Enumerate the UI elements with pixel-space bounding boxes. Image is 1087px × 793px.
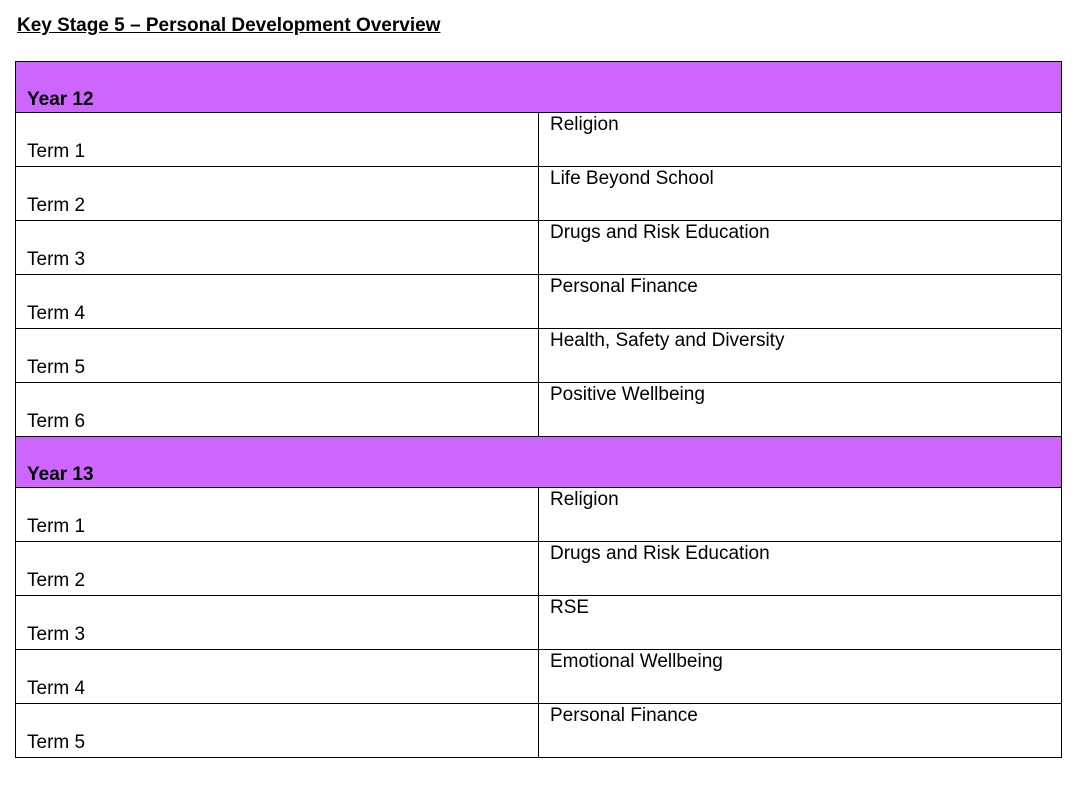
table-row [16,488,1062,542]
year-header-row [16,437,1062,488]
table-row [16,650,1062,704]
term-label: Term 3 [16,221,539,275]
term-label: Term 5 [16,704,539,758]
term-label: Term 5 [16,329,539,383]
table-row [16,383,1062,437]
table-row [16,542,1062,596]
topic-label: RSE [539,596,1062,650]
page-title: Key Stage 5 – Personal Development Overview [17,15,441,36]
year-header-row [16,62,1062,113]
topic-label: Positive Wellbeing [539,383,1062,437]
table-row [16,113,1062,167]
topic-label: Drugs and Risk Education [539,542,1062,596]
term-label: Term 1 [16,113,539,167]
term-label: Term 2 [16,542,539,596]
table-row [16,275,1062,329]
topic-label: Personal Finance [539,704,1062,758]
table-row [16,329,1062,383]
term-label: Term 6 [16,383,539,437]
topic-label: Emotional Wellbeing [539,650,1062,704]
topic-label: Religion [539,113,1062,167]
table-row [16,221,1062,275]
topic-label: Life Beyond School [539,167,1062,221]
year-header-label: Year 12 [16,62,1062,113]
term-label: Term 1 [16,488,539,542]
table-row [16,704,1062,758]
topic-label: Religion [539,488,1062,542]
overview-table-body [16,62,1062,758]
term-label: Term 4 [16,275,539,329]
term-label: Term 4 [16,650,539,704]
table-row [16,596,1062,650]
term-label: Term 2 [16,167,539,221]
topic-label: Drugs and Risk Education [539,221,1062,275]
overview-table [15,61,1062,758]
table-row [16,167,1062,221]
term-label: Term 3 [16,596,539,650]
topic-label: Health, Safety and Diversity [539,329,1062,383]
topic-label: Personal Finance [539,275,1062,329]
year-header-label: Year 13 [16,437,1062,488]
